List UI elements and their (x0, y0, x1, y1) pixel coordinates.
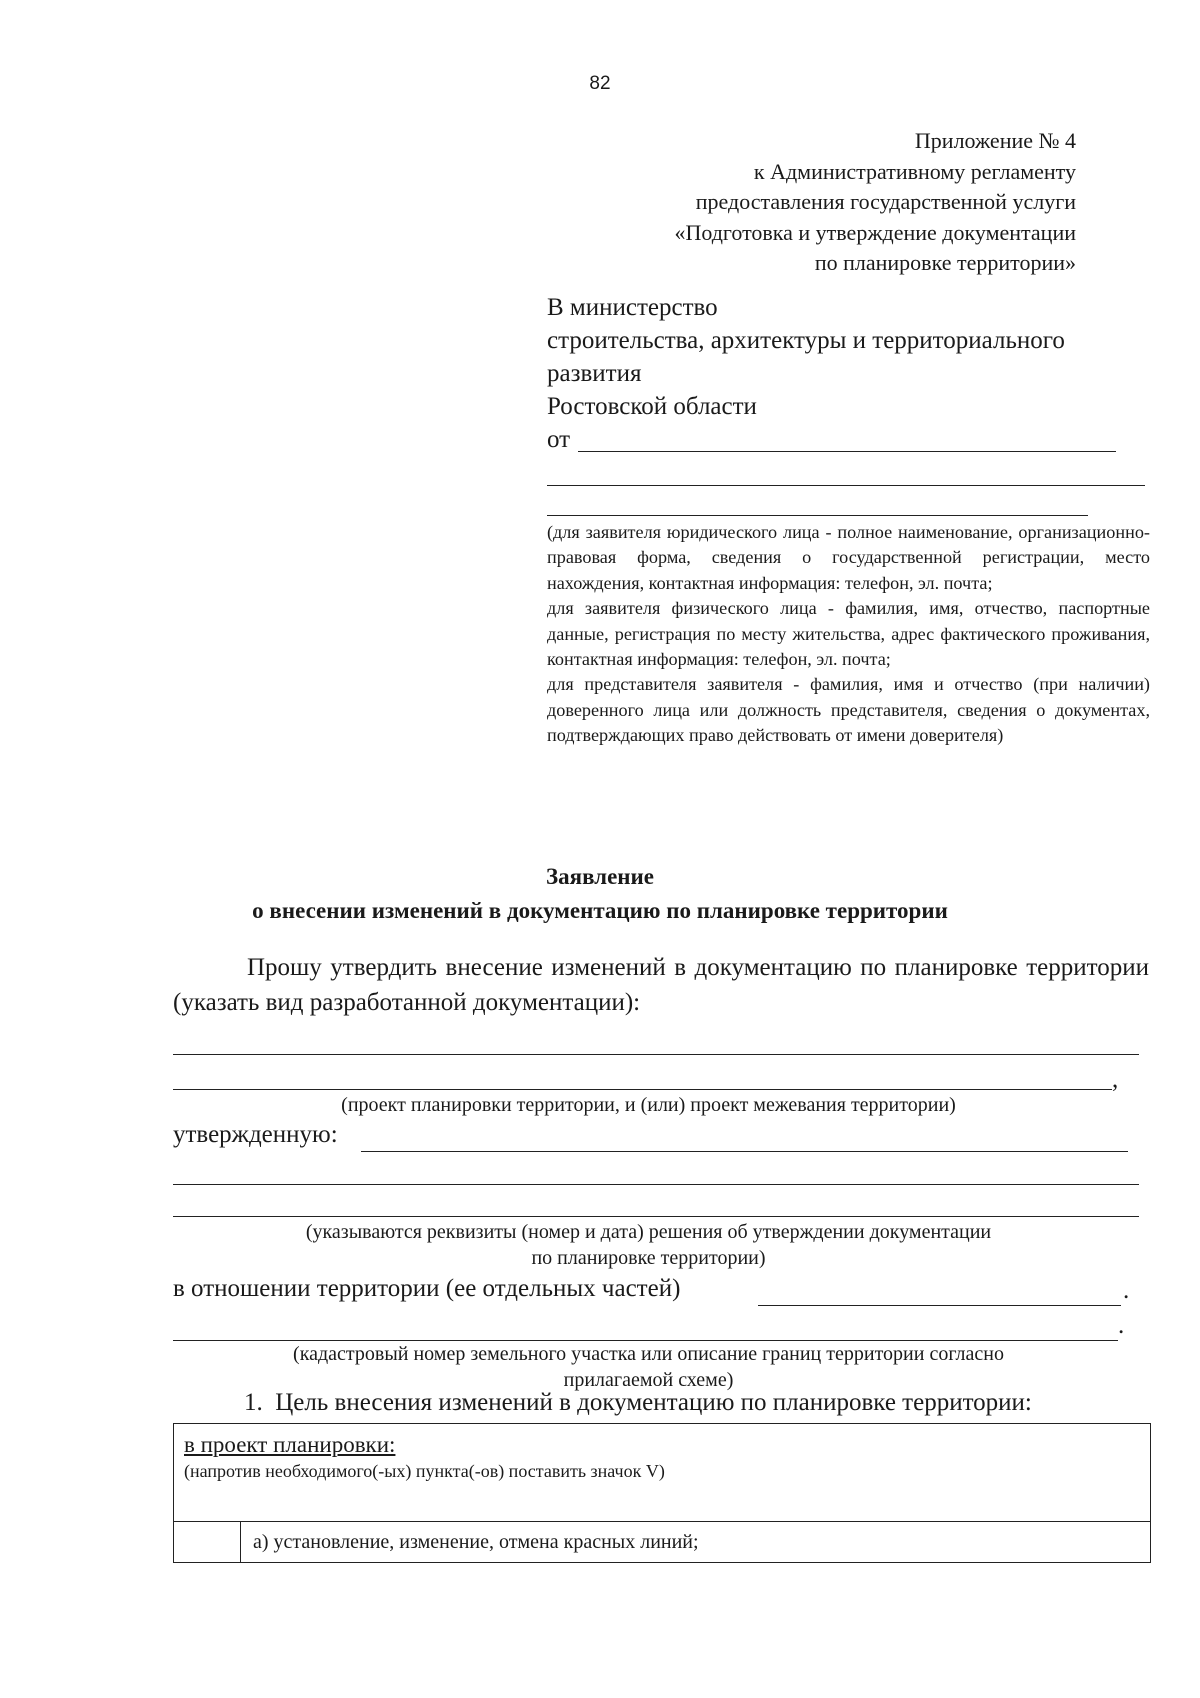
appendix-line: «Подготовка и утверждение документации (674, 219, 1076, 245)
approved-label: утвержденную: (173, 1121, 338, 1148)
recipient-line: развития (547, 360, 642, 387)
checkbox-cell[interactable] (174, 1522, 241, 1563)
territory-blank-line (758, 1305, 1121, 1306)
period: . (1123, 1277, 1130, 1304)
doc-type-note: (проект планировки территории, и (или) проект межевания территории) (341, 1094, 956, 1116)
table-header-title: в проект планировки: (184, 1432, 396, 1457)
section-number: 1. (244, 1389, 263, 1416)
approved-blank-line (173, 1184, 1139, 1185)
recipient-block (547, 291, 1065, 456)
appendix-line: предоставления государственной услуги (695, 189, 1076, 214)
page-number: 82 (589, 73, 611, 94)
territory-note-line: (кадастровый номер земельного участка или описание границ территории согласно (293, 1343, 1004, 1365)
applicant-blank-line (547, 485, 1145, 486)
from-label: от (547, 426, 571, 453)
document-subtitle: о внесении изменений в документацию по планировке территории (252, 898, 948, 923)
recipient-line: строительства, архитектуры и территориального (547, 327, 1065, 354)
approval-note-line: (указываются реквизиты (номер и дата) решения об утверждении документации (305, 1221, 992, 1243)
approved-blank-line (173, 1216, 1139, 1217)
recipient-line: Ростовской области (547, 393, 757, 420)
table-header-hint: (напротив необходимого(-ых) пункта(-ов) поставить значок V) (184, 1461, 665, 1481)
applicant-blank-line (547, 515, 1088, 516)
appendix-line: к Административному регламенту (753, 158, 1076, 184)
appendix-line: Приложение № 4 (914, 128, 1076, 153)
territory-note-line: прилагаемой схеме) (563, 1369, 734, 1391)
section-1-heading (244, 1389, 1032, 1417)
appendix-header (674, 126, 1076, 279)
territory-label: в отношении территории (ее отдельных частей) (173, 1275, 681, 1302)
applicant-blank-line (578, 451, 1116, 452)
table-header-cell (174, 1424, 1151, 1522)
approved-blank-line (361, 1151, 1128, 1152)
approval-note-line: по планировке территории) (531, 1247, 766, 1269)
table-item: а) установление, изменение, отмена красных линий; (241, 1522, 1151, 1563)
doc-type-blank-line (173, 1054, 1139, 1055)
representative-note: для представителя заявителя - фамилия, имя и отчество (при наличии) доверенного лица или должность представителя, сведения о документах, подтверждающих право действовать от имени доверителя) (547, 674, 1150, 746)
section-title: Цель внесения изменений в документацию по планировке территории: (275, 1389, 1032, 1416)
doc-type-blank-line (173, 1089, 1112, 1090)
recipient-line: В министерство (547, 294, 718, 321)
period: . (1118, 1312, 1125, 1339)
individual-note: для заявителя физического лица - фамилия, имя, отчество, паспортные данные, регистрация по месту жительства, адрес фактического проживания, контактная информация: телефон, эл. почта; (547, 598, 1150, 670)
purpose-table (173, 1423, 1151, 1563)
comma: , (1112, 1066, 1119, 1093)
approval-note (173, 1219, 1124, 1271)
applicant-instructions (547, 520, 1150, 749)
document-title: Заявление (545, 864, 655, 889)
table-row (174, 1522, 1151, 1563)
territory-note (173, 1341, 1124, 1393)
legal-entity-note: (для заявителя юридического лица - полное наименование, организационно-правовая форма, сведения о государственной регистрации, место нахождения, контактная информация: телефон, эл. почта; (547, 522, 1150, 593)
request-paragraph: Прошу утвердить внесение изменений в документацию по планировке территории (указать вид разработанной документации): (173, 954, 1149, 1016)
appendix-line: по планировке территории» (814, 250, 1076, 275)
